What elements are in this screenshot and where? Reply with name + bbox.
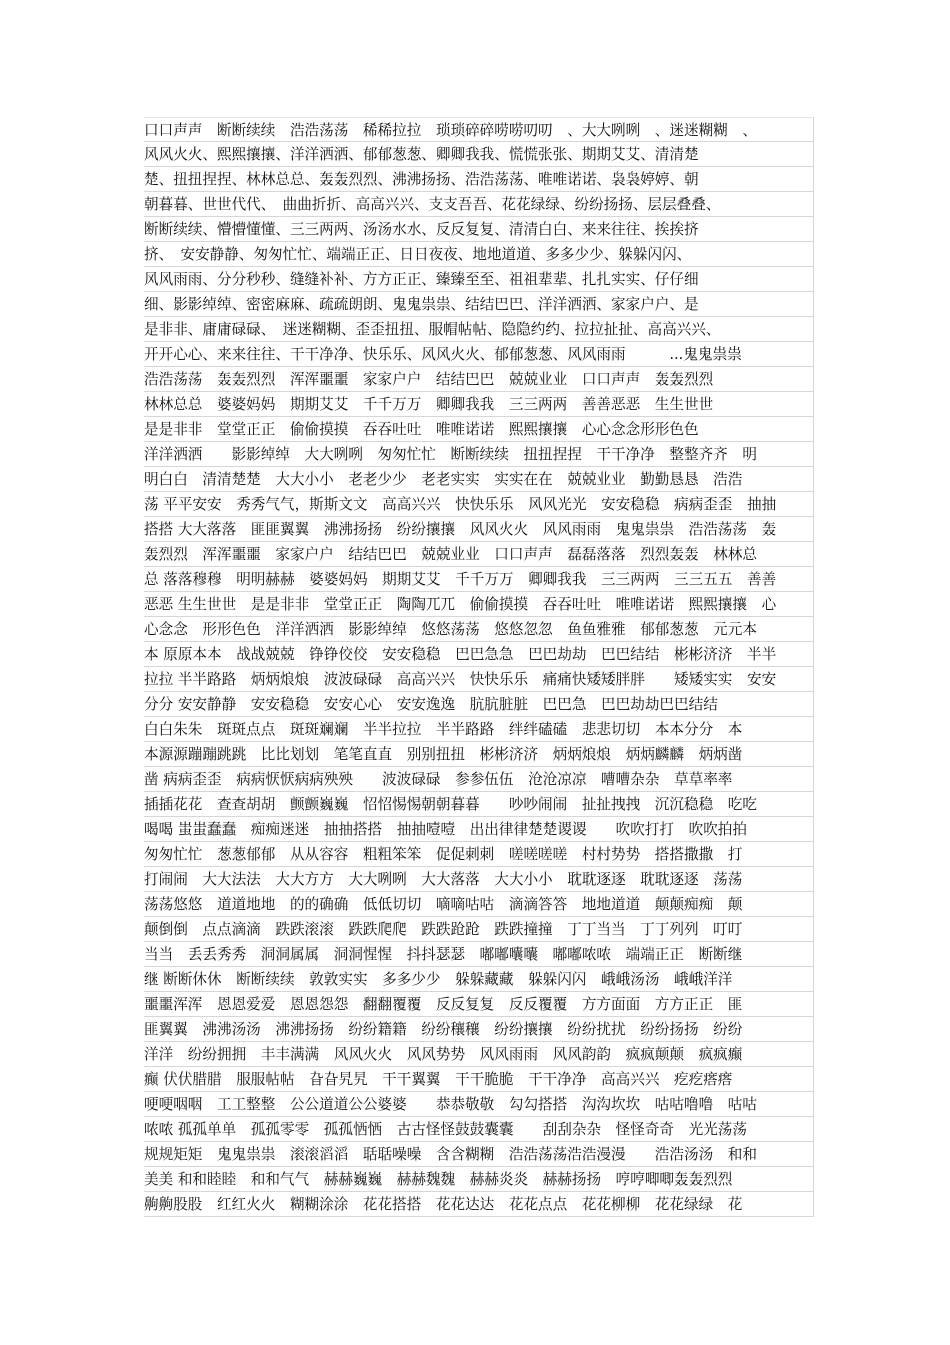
text-line: 荡荡悠悠 道道地地 的的确确 低低切切 嘀嘀咕咕 滴滴答答 地地道道 颠颠痴痴 颠: [144, 892, 814, 917]
text-line: 白白朱朱 斑斑点点 斑斑斓斓 半半拉拉 半半路路 绊绊磕磕 悲悲切切 本本分分 本: [144, 717, 814, 742]
text-line: 开开心心、来来往往、干干净净、快乐乐、风风火火、郁郁葱葱、风风雨雨 ...鬼鬼祟祟: [144, 342, 814, 367]
text-line: 断断续续、懵懵懂懂、三三两两、汤汤水水、反反复复、清清白白、来来往往、挨挨挤: [144, 217, 814, 242]
text-line: 是是非非 堂堂正正 偷偷摸摸 吞吞吐吐 唯唯诺诺 熙熙攘攘 心心念念形形色色: [144, 417, 814, 442]
text-line: 恶恶 生生世世 是是非非 堂堂正正 陶陶兀兀 偷偷摸摸 吞吞吐吐 唯唯诺诺 熙熙攘攘 心: [144, 592, 814, 617]
text-line: 哽哽咽咽 工工整整 公公道道公公婆婆 恭恭敬敬 勾勾搭搭 沟沟坎坎 咕咕噜噜 咕咕: [144, 1092, 814, 1117]
text-line: 朝暮暮、世世代代、 曲曲折折、高高兴兴、支支吾吾、花花绿绿、纷纷扬扬、层层叠叠、: [144, 192, 814, 217]
text-line: 轰烈烈 浑浑噩噩 家家户户 结结巴巴 兢兢业业 口口声声 磊磊落落 烈烈轰轰 林林总: [144, 542, 814, 567]
text-line: 分分 安安静静 安安稳稳 安安心心 安安逸逸 肮肮脏脏 巴巴急 巴巴劫劫巴巴结结: [144, 692, 814, 717]
text-line: 颠倒倒 点点滴滴 跌跌滚滚 跌跌爬爬 跌跌跄跄 跌跌撞撞 丁丁当当 丁丁列列 叮叮: [144, 917, 814, 942]
text-line: 洋洋 纷纷拥拥 丰丰满满 风风火火 风风势势 风风雨雨 风风韵韵 疯疯颠颠 疯疯癫: [144, 1042, 814, 1067]
text-line: 规规矩矩 鬼鬼祟祟 滚滚滔滔 聒聒噪噪 含含糊糊 浩浩荡荡浩浩漫漫 浩浩汤汤 和和: [144, 1142, 814, 1167]
text-line: 林林总总 婆婆妈妈 期期艾艾 千千万万 卿卿我我 三三两两 善善恶恶 生生世世: [144, 392, 814, 417]
text-line: 浩浩荡荡 轰轰烈烈 浑浑噩噩 家家户户 结结巴巴 兢兢业业 口口声声 轰轰烈烈: [144, 367, 814, 392]
text-line: 明白白 清清楚楚 大大小小 老老少少 老老实实 实实在在 兢兢业业 勤勤恳恳 浩浩: [144, 467, 814, 492]
text-line: 插插花花 查查胡胡 颤颤巍巍 怊怊惕惕朝朝暮暮 吵吵闹闹 扯扯拽拽 沉沉稳稳 吃吃: [144, 792, 814, 817]
text-line: 凿 病病歪歪 病病恹恹病病殃殃 波波碌碌 参参伍伍 沧沧凉凉 嘈嘈杂杂 草草率率: [144, 767, 814, 792]
text-line: 美美 和和睦睦 和和气气 赫赫巍巍 赫赫魏魏 赫赫炎炎 赫赫扬扬 哼哼唧唧轰轰烈烈: [144, 1167, 814, 1192]
text-line: 心念念 形形色色 洋洋洒洒 影影绰绰 悠悠荡荡 悠悠忽忽 鱼鱼雅雅 郁郁葱葱 元元本: [144, 617, 814, 642]
text-line: 本源源蹦蹦跳跳 比比划划 笔笔直直 别别扭扭 彬彬济济 炳炳烺烺 炳炳麟麟 炳炳凿: [144, 742, 814, 767]
text-line: 洋洋洒洒 影影绰绰 大大咧咧 匆匆忙忙 断断续续 扭扭捏捏 干干净净 整整齐齐 明: [144, 442, 814, 467]
text-line: 拉拉 半半路路 炳炳烺烺 波波碌碌 高高兴兴 快快乐乐 痛痛快矮矮胖胖 矮矮实实 安安: [144, 667, 814, 692]
text-line: 总 落落穆穆 明明赫赫 婆婆妈妈 期期艾艾 千千万万 卿卿我我 三三两两 三三五五 善善: [144, 567, 814, 592]
text-line: 匪翼翼 沸沸汤汤 沸沸扬扬 纷纷籍籍 纷纷穰穰 纷纷攘攘 纷纷扰扰 纷纷扬扬 纷纷: [144, 1017, 814, 1042]
text-line: 楚、扭扭捏捏、林林总总、轰轰烈烈、沸沸扬扬、浩浩荡荡、唯唯诺诺、袅袅婷婷、朝: [144, 167, 814, 192]
text-line: 荡 平平安安 秀秀气气，斯斯文文 高高兴兴 快快乐乐 风风光光 安安稳稳 病病歪歪 抽抽: [144, 492, 814, 517]
text-line: 风风火火、熙熙攘攘、洋洋洒洒、郁郁葱葱、卿卿我我、慌慌张张、期期艾艾、清清楚: [144, 142, 814, 167]
text-line: 噩噩浑浑 恩恩爱爱 恩恩怨怨 翻翻覆覆 反反复复 反反覆覆 方方面面 方方正正 匪: [144, 992, 814, 1017]
text-line: 本 原原本本 战战兢兢 铮铮佼佼 安安稳稳 巴巴急急 巴巴劫劫 巴巴结结 彬彬济济 半半: [144, 642, 814, 667]
text-line: 喝喝 蚩蚩蠢蠢 痴痴迷迷 抽抽搭搭 抽抽噎噎 出出律律楚楚谡谡 吹吹打打 吹吹拍拍: [144, 817, 814, 842]
text-line: 齁齁股股 红红火火 糊糊涂涂 花花搭搭 花花达达 花花点点 花花柳柳 花花绿绿 花: [144, 1192, 814, 1217]
text-line: 匆匆忙忙 葱葱郁郁 从从容容 粗粗笨笨 促促刺刺 嗟嗟嗟嗟 村村势势 搭搭撒撒 打: [144, 842, 814, 867]
text-line: 打闹闹 大大法法 大大方方 大大咧咧 大大落落 大大小小 耽耽逐逐 耽耽逐逐 荡荡: [144, 867, 814, 892]
text-line: 口口声声 断断续续 浩浩荡荡 稀稀拉拉 琐琐碎碎唠唠叨叨 、大大咧咧 、迷迷糊糊 、: [144, 117, 814, 142]
text-line: 哝哝 孤孤单单 孤孤零零 孤孤恓恓 古古怪怪鼓鼓囊囊 刮刮杂杂 怪怪奇奇 光光荡荡: [144, 1117, 814, 1142]
text-line: 是非非、庸庸碌碌、 迷迷糊糊、歪歪扭扭、服帽帖帖、隐隐约约、拉拉扯扯、高高兴兴、: [144, 317, 814, 342]
text-body: [144, 117, 814, 1217]
text-line: 继 断断休休 断断续续 敦敦实实 多多少少 躲躲藏藏 躲躲闪闪 峨峨汤汤 峨峨洋洋: [144, 967, 814, 992]
text-line: 细、影影绰绰、密密麻麻、疏疏朗朗、鬼鬼祟祟、结结巴巴、洋洋洒洒、家家户户、是: [144, 292, 814, 317]
text-line: 癫 伏伏腊腊 服服帖帖 旮旮旯旯 干干翼翼 干干脆脆 干干净净 高高兴兴 疙疙瘩瘩: [144, 1067, 814, 1092]
text-line: 当当 丢丢秀秀 洞洞属属 洞洞惺惺 抖抖瑟瑟 嘟嘟囔囔 嘟嘟哝哝 端端正正 断断继: [144, 942, 814, 967]
text-line: 挤、 安安静静、匆匆忙忙、端端正正、日日夜夜、地地道道、多多少少、躲躲闪闪、: [144, 242, 814, 267]
text-line: 风风雨雨、分分秒秒、缝缝补补、方方正正、臻臻至至、祖祖辈辈、扎扎实实、仔仔细: [144, 267, 814, 292]
text-line: 搭搭 大大落落 匪匪翼翼 沸沸扬扬 纷纷攘攘 风风火火 风风雨雨 鬼鬼祟祟 浩浩荡荡 轰: [144, 517, 814, 542]
